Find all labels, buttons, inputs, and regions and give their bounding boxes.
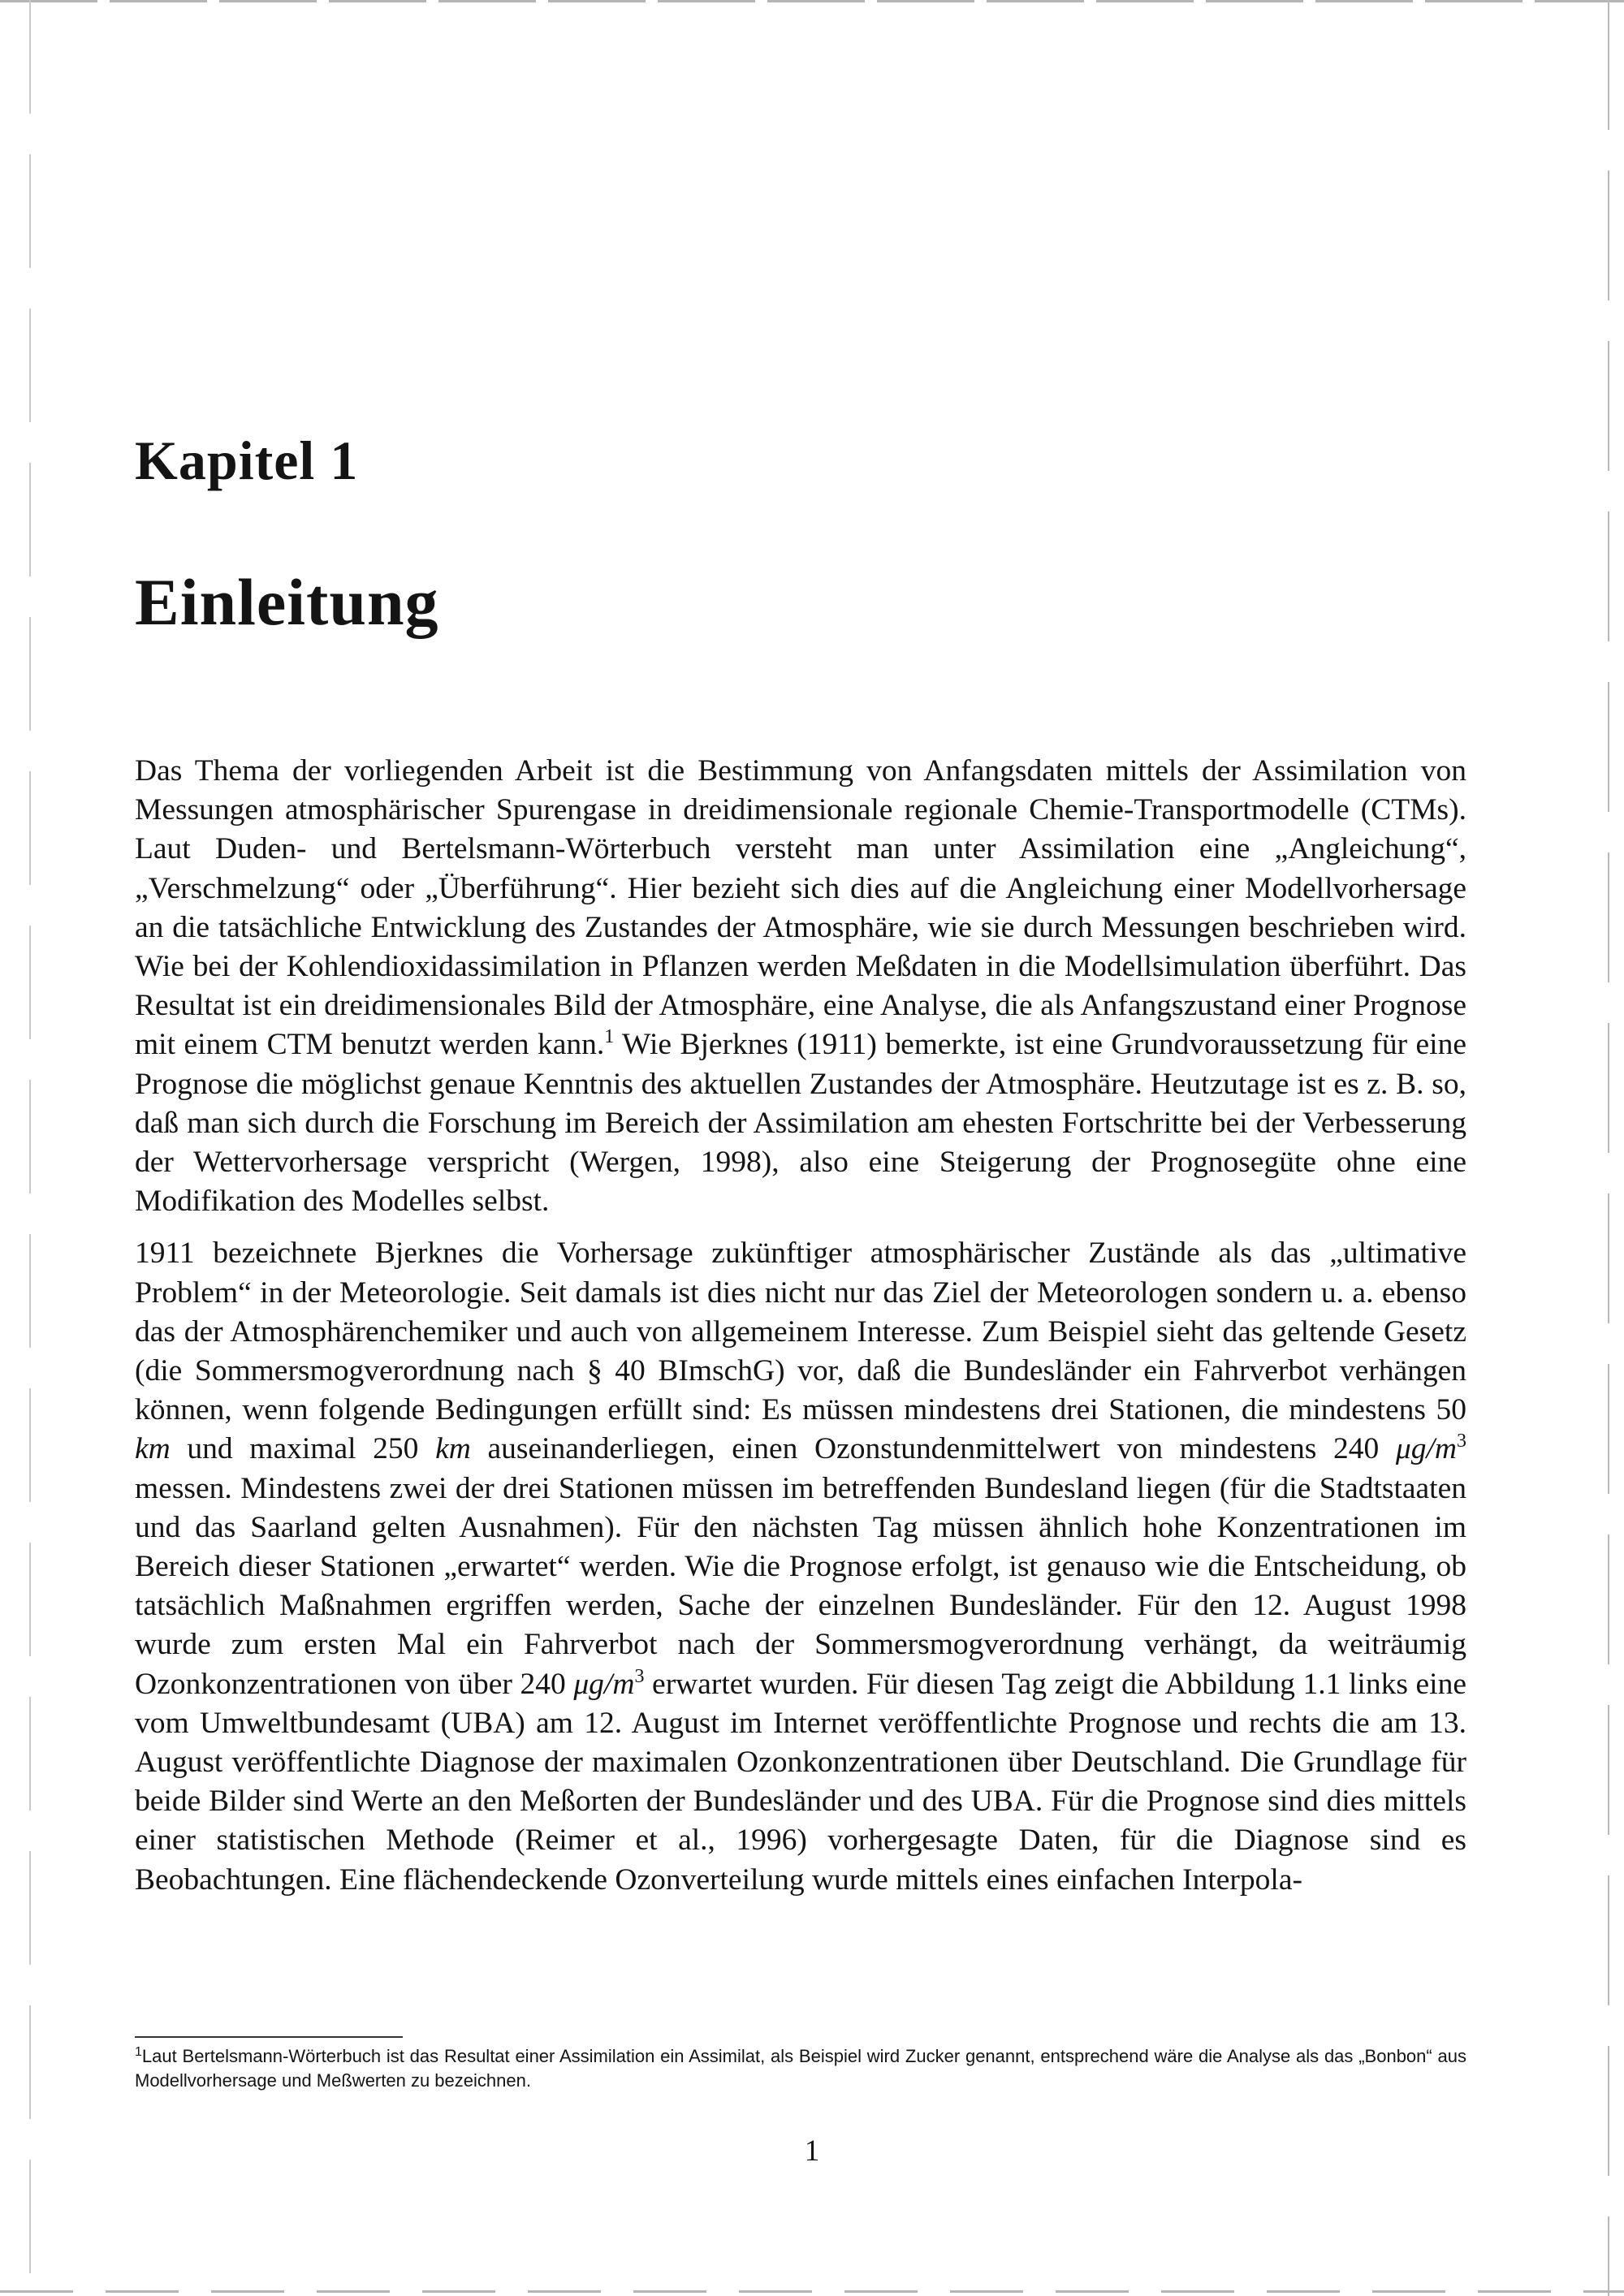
- footnote: [135, 2044, 1466, 2093]
- paragraph-1-part-1: Das Thema der vorliegenden Arbeit ist die Bestimmung von Anfangsdaten mittels der Assimilation von Messungen atmosphärischer Spurengase in dreidimensionale regionale Chemie-Transportmodelle (CTMs). Laut Duden- und Bertelsmann-Wörterbuch versteht man unter Assimilation eine „Angleichung“, „Verschmelzung“ oder „Überführung“. Hier bezieht sich dies auf die Angleichung einer Modellvorhersage an die tatsächliche Entwicklung des Zustandes der Atmosphäre, wie sie durch Messungen beschrieben wird. Wie bei der Kohlendioxidassimilation in Pflanzen werden Meßdaten in die Modellsimulation überführt. Das Resultat ist ein dreidimensionales Bild der Atmosphäre, eine Analyse, die als Anfangszustand einer Prognose mit einem CTM benutzt werden kann.: [135, 754, 1466, 1062]
- paragraph-2-part-3: auseinanderliegen, einen Ozonstundenmittelwert von mindestens 240: [470, 1432, 1396, 1466]
- body-text: [135, 752, 1466, 1900]
- scan-edge-bottom: [0, 2290, 1624, 2293]
- paragraph-1-part-2: Wie Bjerknes (1911) bemerkte, ist eine Grundvoraussetzung für eine Prognose die möglichst genaue Kenntnis des aktuellen Zustandes der Atmosphäre. Heutzutage ist es z. B. so, daß man sich durch die Forschung im Bereich der Assimilation am ehesten Fortschritte bei der Verbesserung der Wettervorhersage verspricht (Wergen, 1998), also eine Steigerung der Prognosegüte ohne eine Modifikation des Modelles selbst.: [135, 1028, 1466, 1219]
- unit-km: km: [135, 1432, 171, 1466]
- unit-exponent: 3: [1457, 1431, 1466, 1452]
- paragraph-2-part-1: 1911 bezeichnete Bjerknes die Vorhersage zukünftiger atmosphärischer Zustände als das „ultimative Problem“ in der Meteorologie. Seit damals ist dies nicht nur das Ziel der Meteorologen sondern u. a. ebenso das der Atmosphärenchemiker und auch von allgemeinem Interesse. Zum Beispiel sieht das geltende Gesetz (die Sommersmogverordnung nach § 40 BImschG) vor, daß die Bundesländer ein Fahrverbot verhängen können, wenn folgende Bedingungen erfüllt sind: Es müssen mindestens drei Stationen, die mindestens 50: [135, 1236, 1466, 1427]
- paragraph-2-part-2: und maximal 250: [170, 1432, 436, 1466]
- paragraph-2-part-5: erwartet wurden. Für diesen Tag zeigt die Abbildung 1.1 links eine vom Umweltbundesamt (UBA) am 12. August im Internet veröffentlichte Prognose und rechts die am 13. August veröffentlichte Diagnose der maximalen Ozonkonzentrationen über Deutschland. Die Grundlage für beide Bilder sind Werte an den Meßorten der Bundesländer und des UBA. Für die Prognose sind dies mittels einer statistischen Methode (Reimer et al., 1996) vorhergesagte Daten, für die Diagnose sind es Beobachtungen. Eine flächendeckende Ozonverteilung wurde mittels eines einfachen Interpola-: [135, 1667, 1466, 1897]
- scan-edge-right: [1608, 0, 1609, 2296]
- scan-edge-top: [0, 0, 1624, 2]
- footnote-mark: 1: [135, 2045, 142, 2059]
- unit-concentration: μg/m: [1395, 1432, 1457, 1466]
- paragraph-2-part-4: messen. Mindestens zwei der drei Stationen müssen im betreffenden Bundesland liegen (für die Stadtstaaten und das Saarland gelten Ausnahmen). Für den nächsten Tag müssen ähnlich hohe Konzentrationen im Bereich dieser Stationen „erwartet“ werden. Wie die Prognose erfolgt, ist genauso wie die Entscheidung, ob tatsächlich Maßnahmen ergriffen werden, Sache der einzelnen Bundesländer. Für den 12. August 1998 wurde zum ersten Mal ein Fahrverbot nach der Sommersmogverordnung verhängt, da weiträumig Ozonkonzentrationen von über 240: [135, 1471, 1466, 1701]
- unit-concentration: μg/m: [573, 1667, 635, 1701]
- footnote-text: Laut Bertelsmann-Wörterbuch ist das Resultat einer Assimilation ein Assimilat, als Beispiel wird Zucker genannt, entsprechend wäre die Analyse als das „Bonbon“ aus Modellvorhersage und Meßwerten zu bezeichnen.: [135, 2046, 1466, 2091]
- page-number: 1: [804, 2134, 820, 2168]
- footnote-reference: 1: [604, 1026, 615, 1048]
- unit-exponent: 3: [634, 1665, 645, 1687]
- footnote-rule: [135, 2036, 403, 2038]
- chapter-title: Einleitung: [135, 565, 439, 639]
- paragraph-2: [135, 1234, 1466, 1899]
- scan-edge-left: [29, 0, 31, 2296]
- unit-km: km: [435, 1432, 471, 1466]
- chapter-label: Kapitel 1: [135, 429, 359, 491]
- paragraph-1: [135, 752, 1466, 1221]
